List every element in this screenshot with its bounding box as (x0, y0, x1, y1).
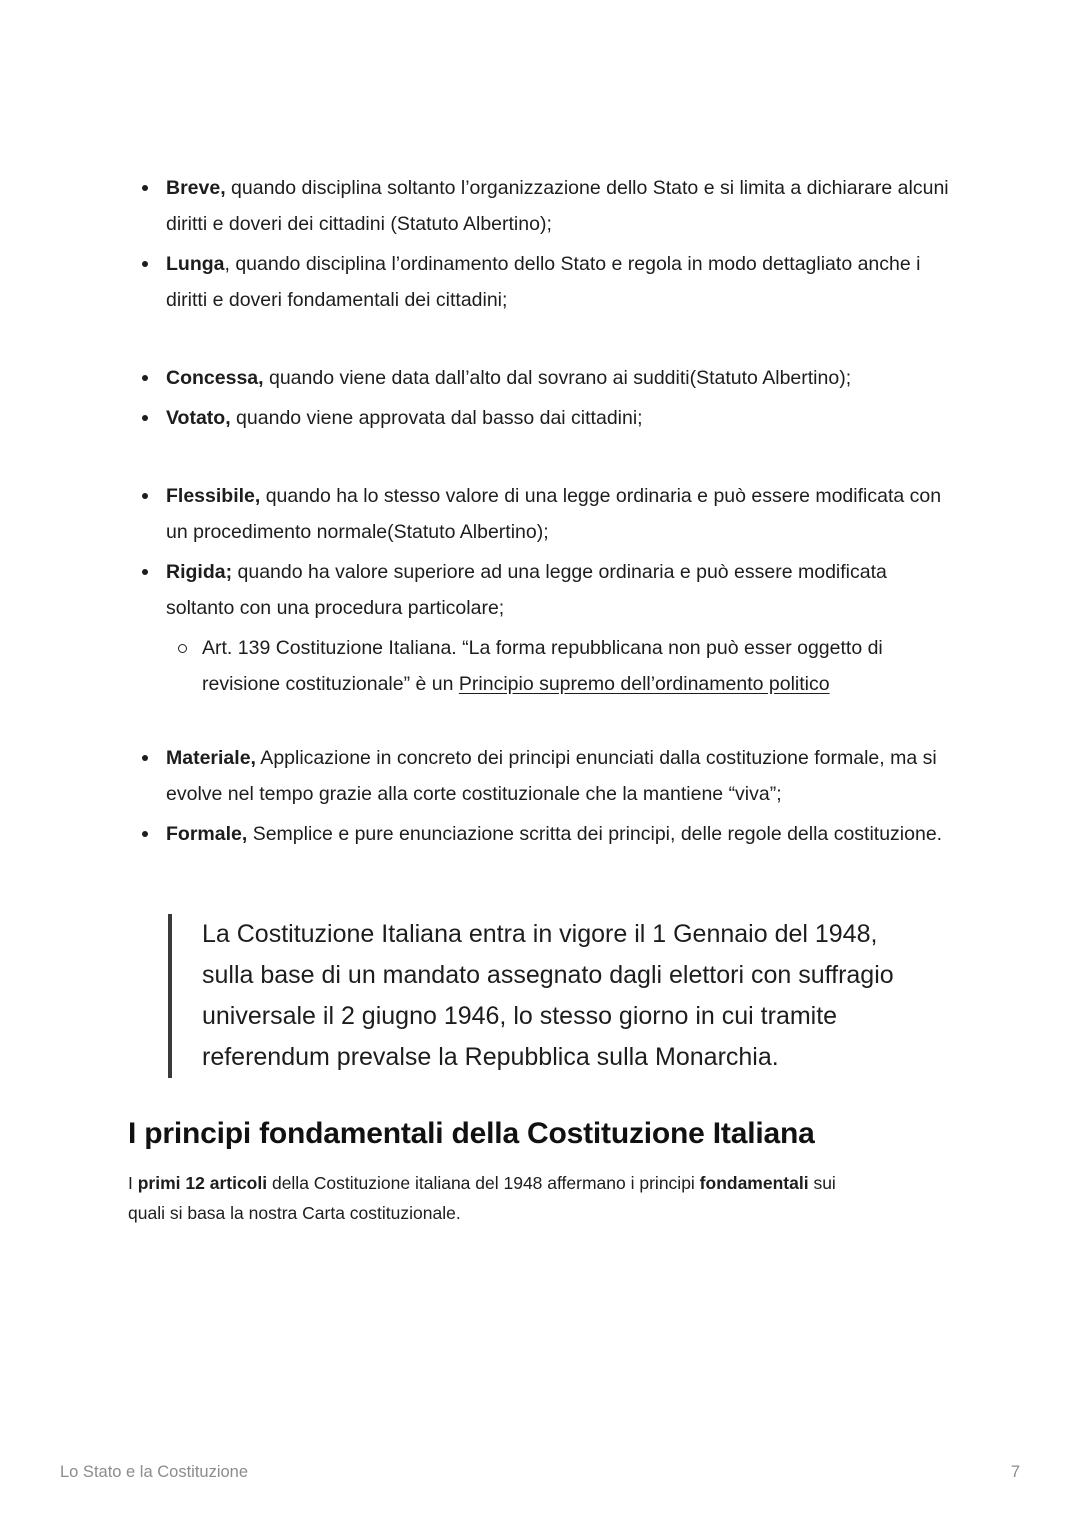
list-item-term: Formale, (166, 823, 248, 845)
list-item-text: quando viene approvata dal basso dai cittadini; (230, 407, 643, 429)
list-item-term: Concessa, (166, 367, 264, 389)
section-paragraph (128, 1168, 868, 1228)
bullet-group-1 (128, 170, 952, 318)
paragraph-part-3: sui quali si basa la nostra Carta costituzionale. (128, 1173, 836, 1223)
bullet-group-4 (128, 740, 952, 852)
sub-list-item-text: Art. 139 Costituzione Italiana. “La forma repubblicana non può esser oggetto di revisione costituzionale” è un (202, 637, 883, 695)
list-item-text: quando disciplina soltanto l’organizzazione dello Stato e si limita a dichiarare alcuni diritti e doveri dei cittadini (Statuto Albertino); (166, 177, 949, 235)
list-item (128, 400, 952, 436)
paragraph-bold-1: primi 12 articoli (137, 1173, 268, 1193)
highlight-quote: La Costituzione Italiana entra in vigore il 1 Gennaio del 1948, sulla base di un mandato assegnato dagli elettori con suffragio universale il 2 giugno 1946, lo stesso giorno in cui tramite referendum prevalse la Repubblica sulla Monarchia. (168, 914, 912, 1078)
page-footer (60, 1463, 1020, 1482)
sub-list-item-underlined-text: Principio supremo dell’ordinamento politico (458, 673, 830, 695)
list-item (128, 246, 952, 318)
list-item (128, 816, 952, 852)
list-item-text: , quando disciplina l’ordinamento dello Stato e regola in modo dettagliato anche i diritti e doveri fondamentali dei cittadini; (166, 253, 921, 311)
footer-label: Lo Stato e la Costituzione (60, 1463, 249, 1481)
list-item-term: Lunga (166, 253, 225, 275)
page-number: 7 (1010, 1463, 1020, 1481)
group-spacer (128, 322, 952, 360)
paragraph-part-1: I (128, 1173, 138, 1193)
list-item-term: Votato, (166, 407, 231, 429)
list-item-text: Semplice e pure enunciazione scritta dei principi, delle regole della costituzione. (247, 823, 943, 845)
list-item-text: quando viene data dall’alto dal sovrano ai sudditi(Statuto Albertino); (263, 367, 852, 389)
list-item-term: Rigida; (166, 561, 233, 583)
list-item (128, 740, 952, 812)
bullet-group-2 (128, 360, 952, 436)
group-spacer (128, 440, 952, 478)
list-item-term: Breve, (166, 177, 226, 199)
bullet-group-3 (128, 478, 952, 702)
list-item-text: quando ha valore superiore ad una legge ordinaria e può essere modificata soltanto con una procedura particolare; (166, 561, 887, 619)
list-item (128, 554, 952, 626)
paragraph-part-2: della Costituzione italiana del 1948 affermano i principi (267, 1173, 700, 1193)
section-title: I principi fondamentali della Costituzione Italiana (128, 1117, 815, 1150)
list-item-term: Flessibile, (166, 485, 261, 507)
list-item (128, 360, 952, 396)
group-spacer (128, 706, 952, 740)
list-item (128, 478, 952, 550)
list-item-text: Applicazione in concreto dei principi enunciati dalla costituzione formale, ma si evolve nel tempo grazie alla corte costituzionale che la mantiene “viva”; (166, 747, 937, 805)
paragraph-bold-2: fondamentali (699, 1173, 809, 1193)
list-item (128, 170, 952, 242)
sub-list-item (128, 630, 952, 702)
list-item-text: quando ha lo stesso valore di una legge ordinaria e può essere modificata con un procedimento normale(Statuto Albertino); (166, 485, 942, 543)
list-item-term: Materiale, (166, 747, 256, 769)
